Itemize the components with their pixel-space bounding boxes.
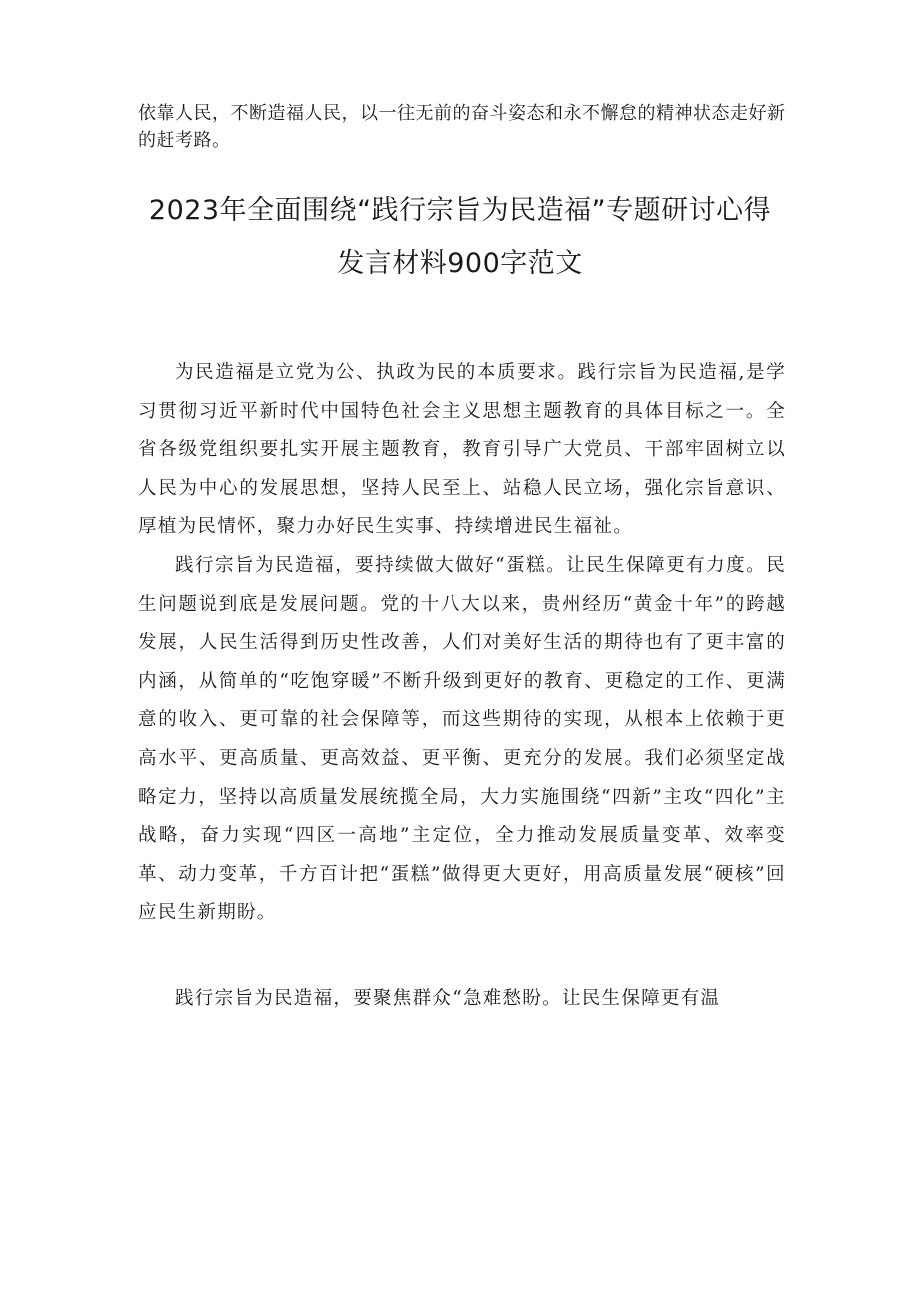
title-line-2: 发言材料900字范文 [337,248,583,279]
title-line-1: 2023年全面围绕“践行宗旨为民造福”专题研讨心得 [148,195,772,226]
document-body [138,354,786,1019]
lead-paragraph: 依靠人民，不断造福人民，以一往无前的奋斗姿态和永不懈怠的精神状态走好新的赶考路。 [138,103,786,151]
body-paragraph: 践行宗旨为民造福，要聚焦群众“急难愁盼。让民生保障更有温 [175,987,721,1009]
document-title [110,184,810,290]
body-paragraph: 践行宗旨为民造福，要持续做大做好“蛋糕。让民生保障更有力度。民生问题说到底是发展问题。党的十八大以来，贵州经历“黄金十年”的跨越发展，人民生活得到历史性改善，人们对美好生活的期待也有了更丰富的内涵，从简单的“吃饱穿暖”不断升级到更好的教育、更稳定的工作、更满意的收入、更可靠的社会保障等，而这些期待的实现，从根本上依赖于更高水平、更高质量、更高效益、更平衡、更充分的发展。我们必须坚定战略定力，坚持以高质量发展统揽全局，大力实施围绕“四新”主攻“四化”主战略，奋力实现“四区一高地”主定位，全力推动发展质量变革、效率变革、动力变革，千方百计把“蛋糕”做得更大更好，用高质量发展“硬核”回应民生新期盼。 [138,554,786,924]
body-paragraph: 为民造福是立党为公、执政为民的本质要求。践行宗旨为民造福,是学习贯彻习近平新时代中国特色社会主义思想主题教育的具体目标之一。全省各级党组织要扎实开展主题教育，教育引导广大党员、干部牢固树立以人民为中心的发展思想，坚持人民至上、站稳人民立场，强化宗旨意识、厚植为民情怀，聚力办好民生实事、持续增进民生福祉。 [138,362,786,538]
